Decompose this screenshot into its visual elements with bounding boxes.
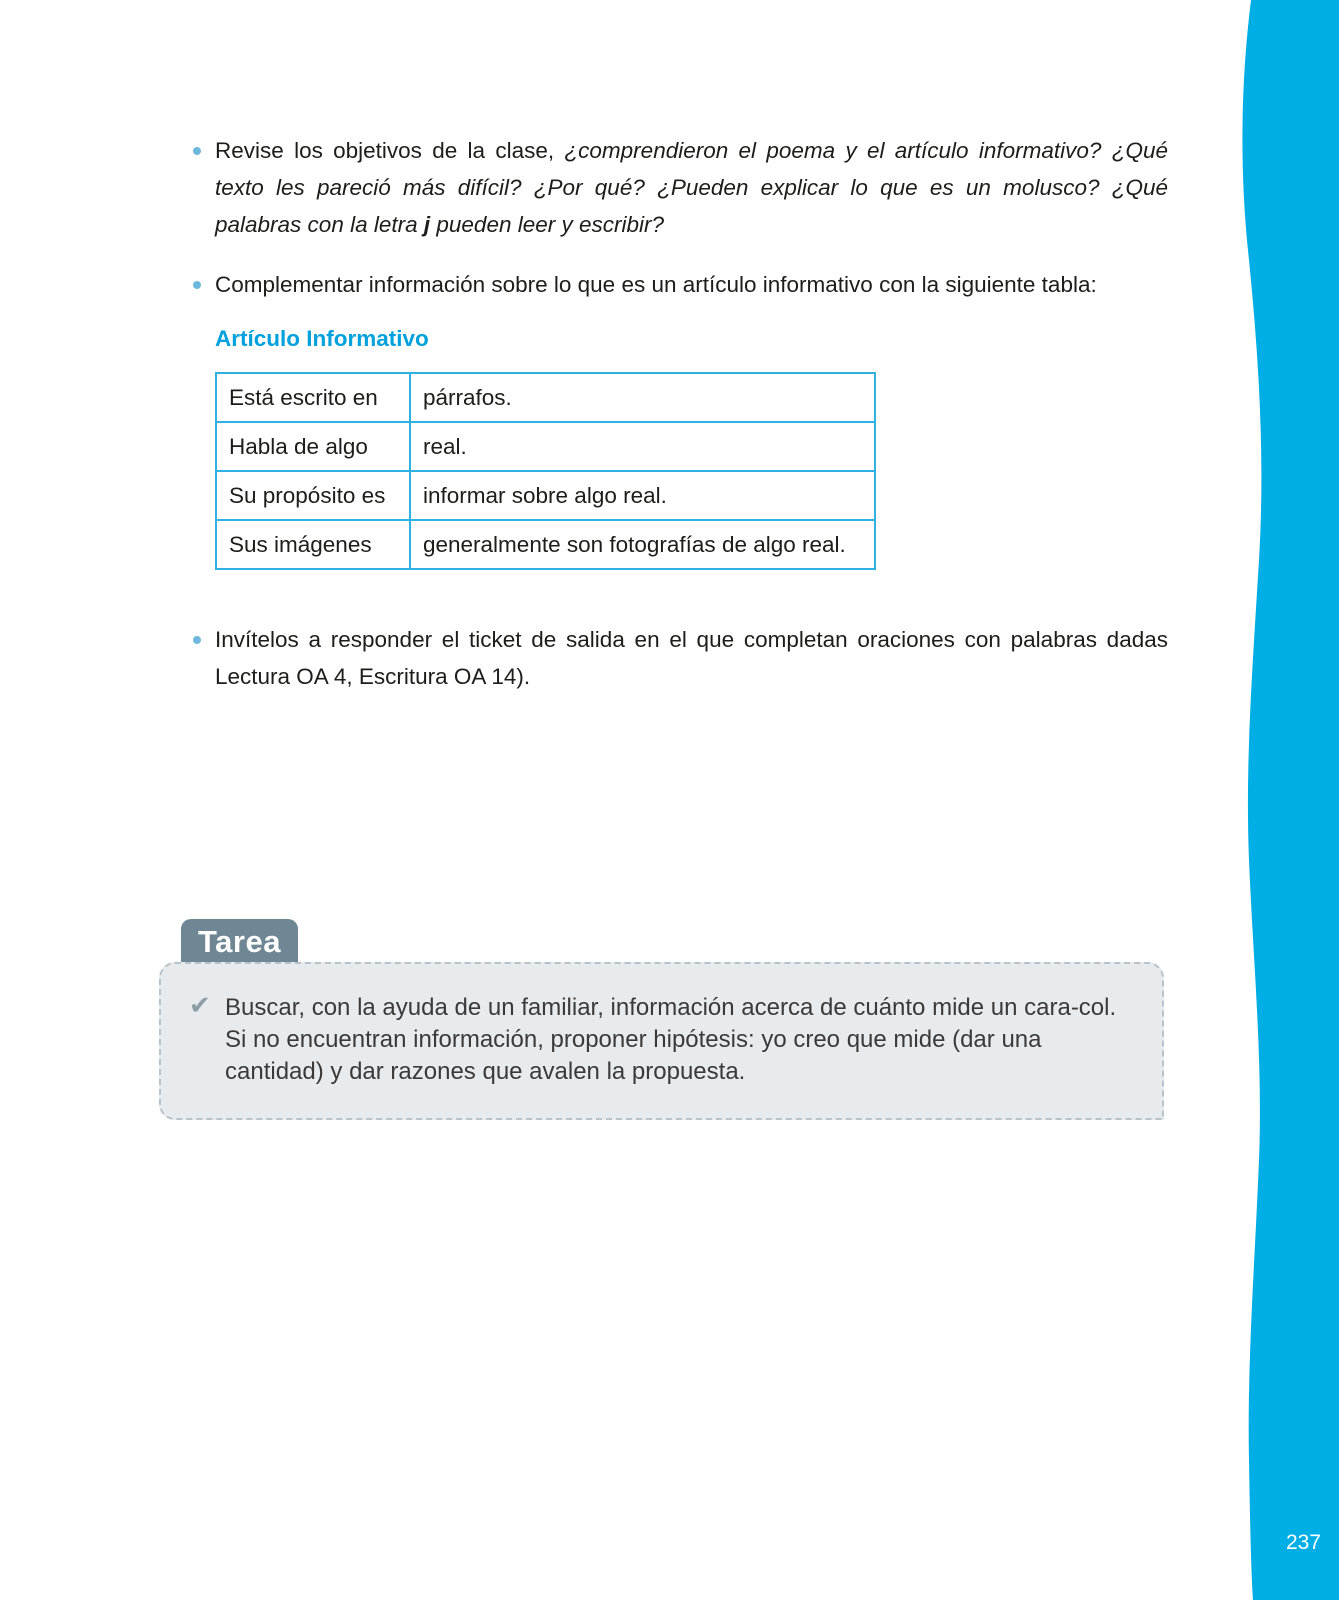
info-table xyxy=(215,372,876,570)
bullet-text: Complementar información sobre lo que es un artículo informativo con la siguiente tabla: xyxy=(215,272,1097,297)
table-value-cell: párrafos. xyxy=(410,373,875,422)
table-value-cell: informar sobre algo real. xyxy=(410,471,875,520)
bullet-questions-end: pueden leer y escribir? xyxy=(430,212,665,237)
tarea-box xyxy=(159,962,1164,1120)
table-value-cell: generalmente son fotografías de algo real. xyxy=(410,520,875,569)
table-title: Artículo Informativo xyxy=(215,326,429,351)
table-row xyxy=(216,471,875,520)
bullet-dot xyxy=(193,636,201,644)
table-key-cell: Habla de algo xyxy=(216,422,410,471)
bullet-exit-ticket xyxy=(193,621,1168,695)
tarea-label: Tarea xyxy=(181,919,298,965)
table-key-cell: Está escrito en xyxy=(216,373,410,422)
bullet-dot xyxy=(193,281,201,289)
bold-letter: j xyxy=(423,212,431,237)
side-color-band xyxy=(1229,0,1339,1600)
bullet-text: Invítelos a responder el ticket de salida en el que completan oraciones con palabras dadas Lectura OA 4, Escritura OA 14). xyxy=(215,627,1168,689)
table-value-cell: real. xyxy=(410,422,875,471)
bullet-questions: ¿comprendieron el poema y el artículo informativo? ¿Qué texto les pareció más difícil? ¿Por qué? ¿Pueden explicar lo que es un molusco? ¿Qué palabras con la letra xyxy=(215,138,1168,237)
bullet-lead-text: Revise los objetivos de la clase, xyxy=(215,138,565,163)
bullet-complement-info xyxy=(193,266,1168,303)
bullet-review-objectives xyxy=(193,132,1168,243)
table-key-cell: Sus imágenes xyxy=(216,520,410,569)
page-number: 237 xyxy=(1285,1531,1321,1554)
bullet-dot xyxy=(193,147,201,155)
table-row xyxy=(216,422,875,471)
bullet-text xyxy=(215,132,1168,243)
check-icon: ✔ xyxy=(189,990,211,1020)
table-key-cell: Su propósito es xyxy=(216,471,410,520)
tarea-text: Buscar, con la ayuda de un familiar, información acerca de cuánto mide un cara-col. Si no encuentran información, proponer hipótesis: yo creo que mide (dar una cantidad) y dar razones que avalen la propuesta. xyxy=(225,994,1117,1085)
table-row xyxy=(216,520,875,569)
table-row xyxy=(216,373,875,422)
